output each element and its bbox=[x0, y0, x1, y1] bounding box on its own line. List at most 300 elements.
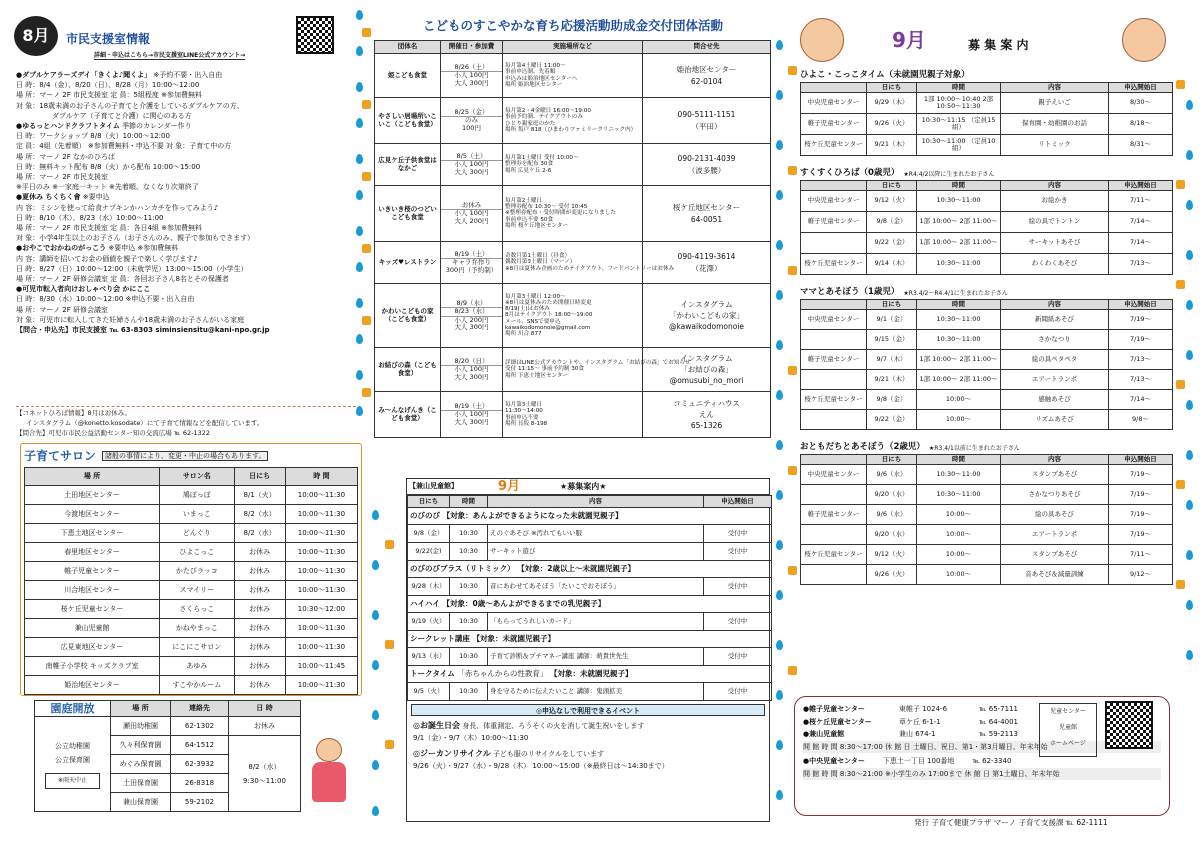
salon-cell: 10:00～11:30 bbox=[285, 505, 357, 524]
water-drop-icon bbox=[356, 82, 363, 92]
kaneyama-cell: 10:30 bbox=[450, 578, 488, 596]
org-contact: インスタグラム 「お結びの森」 @omusubi_no_mori bbox=[643, 348, 771, 392]
schedule-cell: 10:00～ bbox=[917, 565, 1001, 585]
water-drop-icon bbox=[356, 262, 363, 272]
schedule-cell bbox=[801, 565, 867, 585]
water-drop-icon bbox=[372, 806, 379, 816]
water-drop-icon bbox=[776, 40, 783, 50]
garden-place: 兼山保育園 bbox=[111, 793, 171, 812]
org-name: かわいこどもの家（こども食堂） bbox=[375, 284, 441, 348]
garden-place: めぐみ保育園 bbox=[111, 755, 171, 774]
kaneyama-cell: 9/5（火） bbox=[408, 683, 450, 701]
kaneyama-group: ハイハイ 【対象：0歳～あんよができるまでの乳児親子】 bbox=[408, 596, 772, 613]
birthday-desc: 身長、体重測定、ろうそくの火を消して誕生祝いをします bbox=[462, 722, 645, 730]
water-drop-icon bbox=[356, 118, 363, 128]
org-info: 毎月第4土曜日 11:00～ 事前申込制、先着順 申込みは姫治地区センターへ 場所 姫治地区センター bbox=[503, 54, 643, 98]
salon-cell: 10:00～11:30 bbox=[285, 524, 357, 543]
schedule-cell: 8/31～ bbox=[1109, 135, 1173, 156]
salon-cell: いまっこ bbox=[160, 505, 234, 524]
schedule-cell: 9/8（金） bbox=[867, 212, 917, 233]
schedule-row bbox=[801, 233, 1173, 254]
schedule-cell: 9/6（水） bbox=[867, 465, 917, 485]
schedule-cell: 7/11～ bbox=[1109, 545, 1173, 565]
org-dates: 8/9（水） 8/23（水） 小人 200円 大人 300円 bbox=[441, 284, 503, 348]
water-drop-icon bbox=[776, 440, 783, 450]
garden-header: 場 所 bbox=[111, 701, 171, 717]
garden-datetime: 8/2（水） 9:30～11:00 bbox=[229, 736, 301, 812]
water-drop-icon bbox=[372, 560, 379, 570]
schedule-row bbox=[801, 212, 1173, 233]
schedule-cell: 9/12（火） bbox=[867, 191, 917, 212]
garden-place: 土田保育園 bbox=[111, 774, 171, 793]
schedule-cell: 1部 10:00～ 2部 11:00～ bbox=[917, 350, 1001, 370]
salon-cell: 8/2（水） bbox=[234, 505, 285, 524]
kaneyama-group: のびのびプラス（リトミック） 【対象：2歳以上～未就園児親子】 bbox=[408, 561, 772, 578]
org-contact: 姫治地区センター 62-0104 bbox=[643, 54, 771, 98]
schedule-row bbox=[801, 525, 1173, 545]
org-dates: 8/5（土） 小人 100円 大人 300円 bbox=[441, 144, 503, 186]
schedule-cell: 10:30～11:00 （定員10組） bbox=[917, 135, 1001, 156]
org-info: 毎月第2土曜日 整理券配布 10:30～ 受付 10:45 ※整理券配布・受付時間が変更になりました 事前申込不要 50食 場所 桜ケ丘地区センター bbox=[503, 186, 643, 242]
recycle-date: 9/26（火）・9/27（水）・9/28（木） 10:00～15:00（※最終日は～14:30まで） bbox=[413, 762, 669, 770]
org-row bbox=[375, 242, 771, 284]
salon-cell: 今渡地区センター bbox=[25, 505, 160, 524]
open-hours-2: 開 館 時 間 8:30～21:00 ※小学生のみ 17:00まで 休 館 日 第1土曜日、年末年始 bbox=[803, 768, 1161, 781]
org-contact: 090-2131-4039 （波多腰） bbox=[643, 144, 771, 186]
schedule-row bbox=[801, 310, 1173, 330]
schedule-cell: 帷子児童センター bbox=[801, 212, 867, 233]
water-drop-icon bbox=[776, 640, 783, 650]
kaneyama-month: 9月 bbox=[498, 478, 521, 494]
flower-icon bbox=[362, 316, 371, 325]
salon-cell: どんぐり bbox=[160, 524, 234, 543]
salon-section bbox=[20, 443, 362, 696]
salon-cell: 兼山児童館 bbox=[25, 619, 160, 638]
water-drop-icon bbox=[372, 760, 379, 770]
org-info: 毎月第2・4金曜日 16:00～19:00 事前予約制、テイクアウトのみ ひとり親家庭のかた 場所 坂戸 818（ひまわりファミリークリニック内） bbox=[503, 98, 643, 144]
flower-icon bbox=[385, 740, 394, 749]
salon-cell: 8/2（水） bbox=[234, 524, 285, 543]
org-dates: 8/25（金） のみ 100円 bbox=[441, 98, 503, 144]
garden-title: 園庭開放 bbox=[35, 701, 111, 717]
kaneyama-cell: 9/19（火） bbox=[408, 613, 450, 631]
salon-cell: にこにこサロン bbox=[160, 638, 234, 657]
month-badge-august: 8月 bbox=[14, 16, 58, 56]
schedule-cell: 絵の具ペタペタ bbox=[1001, 350, 1109, 370]
open-hours-1: 開 館 時 間 8:30～17:00 休 館 日 土曜日、祝日、第1・第3月曜日、年末年始 bbox=[803, 741, 1161, 754]
kaneyama-row bbox=[408, 578, 772, 596]
org-row bbox=[375, 186, 771, 242]
schedule-cell: 7/13～ bbox=[1109, 370, 1173, 390]
salon-header: 場 所 bbox=[25, 468, 160, 486]
schedule-cell: 9/12（火） bbox=[867, 545, 917, 565]
schedule-cell: 1部 10:00～10:40 2部 10:50～11:30 bbox=[917, 93, 1001, 114]
schedule-cell: エアートランポ bbox=[1001, 525, 1109, 545]
garden-row bbox=[35, 717, 301, 736]
kaneyama-cell: 9/13（水） bbox=[408, 648, 450, 666]
schedule-cell: 9/6（水） bbox=[867, 505, 917, 525]
water-drop-icon bbox=[1186, 650, 1193, 660]
salon-title: 子育てサロン bbox=[24, 448, 97, 463]
kaneyama-cell: えのぐあそび ※汚れてもいい服 bbox=[488, 525, 704, 543]
kaneyama-title: 【兼山児童館】 bbox=[409, 482, 458, 491]
water-drop-icon bbox=[776, 540, 783, 550]
org-header: 団体名 bbox=[375, 41, 441, 54]
qr-code-icon bbox=[1105, 701, 1153, 749]
water-drop-icon bbox=[776, 240, 783, 250]
schedule-row bbox=[801, 370, 1173, 390]
kaneyama-cell: 受付中 bbox=[704, 543, 772, 561]
kaneyama-row bbox=[408, 543, 772, 561]
water-drop-icon bbox=[1186, 500, 1193, 510]
org-dates: お休み 小人 100円 大人 200円 bbox=[441, 186, 503, 242]
garden-phone: 64-1512 bbox=[171, 736, 229, 755]
salon-cell: 桜ケ丘児童センター bbox=[25, 600, 160, 619]
org-row bbox=[375, 98, 771, 144]
kaneyama-cell: 10:30 bbox=[450, 525, 488, 543]
schedule-cell: 9/8（金） bbox=[867, 390, 917, 410]
right-month: 9月 bbox=[892, 28, 926, 52]
kaneyama-cell: サーキット遊び bbox=[488, 543, 704, 561]
garden-phone: 62-1302 bbox=[171, 717, 229, 736]
water-drop-icon bbox=[776, 340, 783, 350]
flower-icon bbox=[362, 28, 371, 37]
garden-phone: 59-2102 bbox=[171, 793, 229, 812]
water-drop-icon bbox=[356, 154, 363, 164]
schedule-cell: 7/19～ bbox=[1109, 310, 1173, 330]
konetto-box: 【コネットひろば情報】8月はお休み。 インスタグラム（@konetto.kosodate）にて子育て情報などを配信しています。 【問合先】可児市市民公益活動センター知の交流広場 ℡ 62-1322 bbox=[16, 406, 356, 442]
schedule-cell: リズムあそび bbox=[1001, 410, 1109, 430]
right-sections: ひよこ・こっこタイム（未就園児親子対象） 日にち 時間 内容 申込開始日 中央児童センター 9/29（木） 1部 10:00～10:40 2部 10:50～11:30 親子えいご 8/30～ 帷子児童センター 9/26（火） 10:30～11:15 （定員15組） 保育園・幼稚園のお話 8/18～ 桜ケ丘児童センター 9/21（木） 10:30～11:00 （定員10組） リトミック 8/31～ すくすくひろば（0歳児） ★R4.4/2以降に生まれたお子さん 日にち 時間 内容 申込開始日 中央児童センター 9/12（火） 10:30～11:00 お絵かき 7/11～ 帷子児童センター 9/8（金） 1部 10:00～ 2部 11:00～ 絵の具でトントン 7/14～ 9/22（金） 1部 10:00～ 2部 11:00～ サーキットあそび 7/14～ 桜ケ丘児童センター 9/14（木） 10:30～11:00 わくわくあそび 7/13～ ママとあそぼう（1歳児） ★R3.4/2～R4.4/1に生まれたお子さん 日にち 時間 内容 申込開始日 中央児童センター 9/1（金） 10:30～11:00 新聞紙あそび 7/19～ 9/15（金） 10:30～11:00 さかなつり 7/19～ 帷子児童センター 9/7（木） 1部 10:00～ 2部 11:00～ 絵の具ペタペタ 7/13～ 9/21（木） 1部 10:00～ 2部 11:00～ エアートランポ 7/13～ 桜ケ丘児童センター 9/8（金） 10:00～ 感触あそび 7/14～ 9/22（金） 10:00～ リズムあそび 9/8～ おともだちとあそぼう（2歳児） ★R3.4/1以前に生まれたお子さん 日にち 時間 内容 申込開始日 中央児童センター 9/6（水） 10:30～11:00 スタンプあそび 7/19～ 9/20（水） 10:30～11:00 さかなつりあそび 7/19～ 帷子児童センター 9/6（水） 10:00～ 絵の具あそび 7/19～ 9/20（水） 10:00～ エアートランポ 7/19～ 桜ケ丘児童センター 9/12（火） 10:00～ スタンプあそび 7/11～ 9/26（火） 10:00～ 音あそび＆減量訓練 9/12～ bbox=[800, 70, 1172, 585]
schedule-row bbox=[801, 350, 1173, 370]
s4-title: おともだちとあそぼう（2歳児） bbox=[800, 441, 925, 452]
schedule-cell: 9/8～ bbox=[1109, 410, 1173, 430]
flower-icon bbox=[788, 366, 797, 375]
kaneyama-group: のびのび 【対象：あんよができるようになった未就園児親子】 bbox=[408, 508, 772, 525]
schedule-cell: 中央児童センター bbox=[801, 310, 867, 330]
water-drop-icon bbox=[356, 10, 363, 20]
kaneyama-cell: 9/8（金） bbox=[408, 525, 450, 543]
homepage-box: 児童センター 児童館 ホームページ bbox=[1039, 703, 1097, 757]
schedule-cell: 9/14（木） bbox=[867, 254, 917, 275]
schedule-cell: 親子えいご bbox=[1001, 93, 1109, 114]
salon-cell: 8/1（火） bbox=[234, 486, 285, 505]
schedule-cell: 10:30～11:00 bbox=[917, 465, 1001, 485]
kaneyama-cell: 10:30 bbox=[450, 543, 488, 561]
org-contact: 090-4119-3614 （花澤） bbox=[643, 242, 771, 284]
schedule-cell: 9/20（水） bbox=[867, 525, 917, 545]
flower-icon bbox=[362, 100, 371, 109]
mother-child-illustration bbox=[304, 738, 354, 808]
schedule-row bbox=[801, 465, 1173, 485]
kaneyama-cell: 9/28（木） bbox=[408, 578, 450, 596]
salon-row bbox=[25, 638, 358, 657]
salon-cell: 10:00～11:30 bbox=[285, 486, 357, 505]
org-name: やさしい居場所いこいこ（こども食堂） bbox=[375, 98, 441, 144]
salon-row bbox=[25, 543, 358, 562]
civic-support-title: 市民支援室情報 bbox=[66, 32, 151, 46]
org-row bbox=[375, 144, 771, 186]
kaneyama-cell: 受付中 bbox=[704, 648, 772, 666]
kaneyama-header: 内容 bbox=[488, 496, 704, 508]
flower-icon bbox=[1176, 180, 1185, 189]
kaneyama-row bbox=[408, 525, 772, 543]
kid-illustration-left bbox=[800, 18, 844, 62]
schedule-cell: 1部 10:00～ 2部 11:00～ bbox=[917, 233, 1001, 254]
water-drop-icon bbox=[1186, 300, 1193, 310]
flower-icon bbox=[788, 66, 797, 75]
salon-cell: 10:00～11:30 bbox=[285, 619, 357, 638]
salon-cell: 姫治地区センター bbox=[25, 676, 160, 695]
schedule-cell: 9/29（木） bbox=[867, 93, 917, 114]
schedule-row bbox=[801, 485, 1173, 505]
kaneyama-sub: ★募集案内★ bbox=[560, 481, 607, 491]
schedule-cell: 10:00～ bbox=[917, 410, 1001, 430]
flower-icon bbox=[788, 266, 797, 275]
kaneyama-section bbox=[406, 478, 770, 822]
schedule-cell: 9/15（金） bbox=[867, 330, 917, 350]
salon-header: 時 間 bbox=[285, 468, 357, 486]
salon-header: 日にち bbox=[234, 468, 285, 486]
kaneyama-cell: 10:30 bbox=[450, 648, 488, 666]
kaneyama-group: トークタイム 「赤ちゃんからの性教育」 【対象：未就園児親子】 bbox=[408, 666, 772, 683]
flower-icon bbox=[788, 666, 797, 675]
flower-icon bbox=[1176, 580, 1185, 589]
org-info: 詳細はLINE公式アカウントや、インスタグラム「お結びの森」でお知らせ 受付 11:15～ 事前予約制 30食 場所 下恵土地区センター bbox=[503, 348, 643, 392]
org-name: キッズ♥レストラン bbox=[375, 242, 441, 284]
flower-icon bbox=[362, 388, 371, 397]
schedule-cell: 音あそび＆減量訓練 bbox=[1001, 565, 1109, 585]
schedule-cell: 8/30～ bbox=[1109, 93, 1173, 114]
schedule-cell: 9/21（木） bbox=[867, 135, 917, 156]
salon-cell: 10:00～11:30 bbox=[285, 581, 357, 600]
schedule-cell: 9/21（木） bbox=[867, 370, 917, 390]
schedule-cell: 7/19～ bbox=[1109, 485, 1173, 505]
flower-icon bbox=[1176, 480, 1185, 489]
schedule-cell: 桜ケ丘児童センター bbox=[801, 390, 867, 410]
schedule-cell: リトミック bbox=[1001, 135, 1109, 156]
schedule-cell: 桜ケ丘児童センター bbox=[801, 135, 867, 156]
center-info-row: ●兼山児童館 兼山 674-1 ℡ 59-2113 bbox=[803, 730, 1018, 738]
schedule-cell bbox=[801, 525, 867, 545]
salon-row bbox=[25, 676, 358, 695]
salon-cell: 川合地区センター bbox=[25, 581, 160, 600]
schedule-row bbox=[801, 545, 1173, 565]
schedule-cell: さかなつりあそび bbox=[1001, 485, 1109, 505]
schedule-cell bbox=[801, 233, 867, 254]
salon-row bbox=[25, 657, 358, 676]
free-events-banner: ◎申込なしで利用できるイベント bbox=[411, 704, 765, 716]
salon-note: 諸般の事情により、変更・中止の場合もあります。 bbox=[102, 451, 268, 461]
schedule-cell: さかなつり bbox=[1001, 330, 1109, 350]
salon-cell: 鳩ぽっぽ bbox=[160, 486, 234, 505]
salon-cell: お休み bbox=[234, 581, 285, 600]
schedule-cell: 1部 10:00～ 2部 11:00～ bbox=[917, 370, 1001, 390]
s2-note: ★R4.4/2以降に生まれたお子さん bbox=[903, 170, 995, 178]
salon-header: サロン名 bbox=[160, 468, 234, 486]
water-drop-icon bbox=[776, 690, 783, 700]
garden-place: 瀬田幼稚園 bbox=[111, 717, 171, 736]
schedule-cell: 桜ケ丘児童センター bbox=[801, 545, 867, 565]
water-drop-icon bbox=[776, 490, 783, 500]
water-drop-icon bbox=[356, 334, 363, 344]
water-drop-icon bbox=[356, 406, 363, 416]
left-column bbox=[14, 14, 362, 437]
kaneyama-cell: 身を守るために伝えたいこと 講師：鬼頭拡美 bbox=[488, 683, 704, 701]
recycle-desc: 子ども服のリサイクルをしています bbox=[492, 750, 604, 758]
salon-cell: 土田地区センター bbox=[25, 486, 160, 505]
garden-phone: 62-3932 bbox=[171, 755, 229, 774]
schedule-cell: 9/22（金） bbox=[867, 233, 917, 254]
schedule-row bbox=[801, 330, 1173, 350]
salon-cell: お休み bbox=[234, 638, 285, 657]
salon-cell: お休み bbox=[234, 657, 285, 676]
org-contact: コミュニティハウス えん 65-1326 bbox=[643, 392, 771, 438]
salon-cell: 10:00～11:30 bbox=[285, 676, 357, 695]
kaneyama-cell: 子育て診断＆プチマネー講座 講師：萌貴世先生 bbox=[488, 648, 704, 666]
schedule-row bbox=[801, 191, 1173, 212]
schedule-cell: 保育園・幼稚園のお話 bbox=[1001, 114, 1109, 135]
schedule-cell: 7/19～ bbox=[1109, 505, 1173, 525]
salon-cell: お休み bbox=[234, 600, 285, 619]
schedule-cell: 9/26（火） bbox=[867, 114, 917, 135]
water-drop-icon bbox=[1186, 350, 1193, 360]
schedule-cell: 7/14～ bbox=[1109, 233, 1173, 254]
salon-cell: 10:30～12:00 bbox=[285, 600, 357, 619]
schedule-row bbox=[801, 505, 1173, 525]
water-drop-icon bbox=[372, 610, 379, 620]
schedule-row bbox=[801, 114, 1173, 135]
schedule-cell: 8/18～ bbox=[1109, 114, 1173, 135]
qr-code-icon bbox=[296, 16, 334, 54]
kaneyama-cell: 10:30 bbox=[450, 613, 488, 631]
org-info: 毎月第3土曜日 12:00～ ※8月は夏休みのため開催日時変更 8/19(土)はお休み 8月はテイクアウト 18:00～19:00 メール、SNSで要申込 kawaikodomonoie@gmail.com 場所 川合 877 bbox=[503, 284, 643, 348]
center-info-box bbox=[794, 696, 1170, 816]
flower-icon bbox=[788, 566, 797, 575]
water-drop-icon bbox=[1186, 400, 1193, 410]
water-drop-icon bbox=[776, 140, 783, 150]
water-drop-icon bbox=[1186, 150, 1193, 160]
org-name: いきいき桜のつどいこども食堂 bbox=[375, 186, 441, 242]
schedule-cell: 7/14～ bbox=[1109, 212, 1173, 233]
kaneyama-cell: 受付中 bbox=[704, 683, 772, 701]
salon-cell: すこやかルーム bbox=[160, 676, 234, 695]
birthday-date: 9/1（金）・9/7（木）10:00～11:30 bbox=[413, 734, 529, 742]
water-drop-icon bbox=[1186, 250, 1193, 260]
schedule-cell: 9/12～ bbox=[1109, 565, 1173, 585]
salon-cell: 広見東地区センター bbox=[25, 638, 160, 657]
salon-table bbox=[24, 467, 358, 695]
garden-section bbox=[34, 700, 300, 820]
flower-icon bbox=[1176, 80, 1185, 89]
schedule-cell: 7/19～ bbox=[1109, 525, 1173, 545]
garden-phone: 26-8318 bbox=[171, 774, 229, 793]
schedule-cell: 10:00～ bbox=[917, 390, 1001, 410]
salon-cell: お休み bbox=[234, 676, 285, 695]
org-dates: 8/20（日） 小人 100円 大人 300円 bbox=[441, 348, 503, 392]
salon-cell: 南帷子小学校 キッズクラブ室 bbox=[25, 657, 160, 676]
kaneyama-header: 時間 bbox=[450, 496, 488, 508]
s3-note: ★R3.4/2～R4.4/1に生まれたお子さん bbox=[903, 289, 1008, 297]
org-name: 姫こども食堂 bbox=[375, 54, 441, 98]
org-dates: 8/26（土） 小人 100円 大人 300円 bbox=[441, 54, 503, 98]
s4-note: ★R3.4/1以前に生まれたお子さん bbox=[928, 444, 1020, 452]
salon-cell: かねやまっこ bbox=[160, 619, 234, 638]
schedule-row bbox=[801, 565, 1173, 585]
water-drop-icon bbox=[776, 190, 783, 200]
water-drop-icon bbox=[1186, 600, 1193, 610]
water-drop-icon bbox=[1186, 550, 1193, 560]
center-info-row: ●帷子児童センター 東帷子 1024-6 ℡ 65-7111 bbox=[803, 705, 1018, 713]
flower-icon bbox=[788, 466, 797, 475]
salon-row bbox=[25, 619, 358, 638]
org-row bbox=[375, 284, 771, 348]
schedule-cell: 帷子児童センター bbox=[801, 114, 867, 135]
schedule-cell: 感触あそび bbox=[1001, 390, 1109, 410]
schedule-cell: 10:00～ bbox=[917, 545, 1001, 565]
schedule-cell: 7/13～ bbox=[1109, 350, 1173, 370]
kaneyama-cell: 10:30 bbox=[450, 683, 488, 701]
schedule-row bbox=[801, 254, 1173, 275]
schedule-cell: 10:30～11:15 （定員15組） bbox=[917, 114, 1001, 135]
salon-cell: お休み bbox=[234, 543, 285, 562]
flower-icon bbox=[1176, 380, 1185, 389]
kaneyama-cell: 「もらってうれしいカード」 bbox=[488, 613, 704, 631]
salon-cell: さくらっこ bbox=[160, 600, 234, 619]
salon-row bbox=[25, 562, 358, 581]
flower-icon bbox=[1176, 280, 1185, 289]
line-note: 詳細・申込はこちら→市民支援室LINE公式アカウント→ bbox=[94, 52, 246, 59]
kaneyama-row bbox=[408, 613, 772, 631]
org-header: 実施場所など bbox=[503, 41, 643, 54]
schedule-row bbox=[801, 410, 1173, 430]
water-drop-icon bbox=[372, 510, 379, 520]
water-drop-icon bbox=[372, 710, 379, 720]
schedule-cell: 10:30～11:00 bbox=[917, 191, 1001, 212]
salon-row bbox=[25, 524, 358, 543]
schedule-cell: 9/7（木） bbox=[867, 350, 917, 370]
org-header: 開催日・参加費 bbox=[441, 41, 503, 54]
kaneyama-cell: 受付中 bbox=[704, 613, 772, 631]
water-drop-icon bbox=[356, 370, 363, 380]
flower-icon bbox=[788, 166, 797, 175]
org-name: 広見ケ丘子供食堂はなかご bbox=[375, 144, 441, 186]
schedule-row bbox=[801, 390, 1173, 410]
schedule-cell: 9/22（金） bbox=[867, 410, 917, 430]
salon-cell: ひよこっこ bbox=[160, 543, 234, 562]
schedule-cell: 中央児童センター bbox=[801, 191, 867, 212]
org-name: み～んなげんき（こども食堂） bbox=[375, 392, 441, 438]
schedule-cell: 9/1（金） bbox=[867, 310, 917, 330]
schedule-cell: 9/20（水） bbox=[867, 485, 917, 505]
schedule-cell: 7/19～ bbox=[1109, 465, 1173, 485]
water-drop-icon bbox=[776, 590, 783, 600]
schedule-cell: 絵の具あそび bbox=[1001, 505, 1109, 525]
garden-off: お休み bbox=[229, 717, 301, 736]
org-contact: インスタグラム 「かわいこどもの家」 @kawaikodomonoie bbox=[643, 284, 771, 348]
water-drop-icon bbox=[776, 90, 783, 100]
schedule-cell: スタンプあそび bbox=[1001, 545, 1109, 565]
schedule-cell: お絵かき bbox=[1001, 191, 1109, 212]
water-drop-icon bbox=[356, 226, 363, 236]
mid-title: こどものすこやかな育ち応援活動助成金交付団体活動 bbox=[422, 18, 723, 33]
garden-header: 連絡先 bbox=[171, 701, 229, 717]
schedule-cell: 7/19～ bbox=[1109, 330, 1173, 350]
schedule-cell bbox=[801, 410, 867, 430]
central-name: ●中央児童センター bbox=[803, 757, 865, 765]
salon-cell: 10:00～11:30 bbox=[285, 638, 357, 657]
kaneyama-cell: 音にあわせてあそぼう「たいこでおそぼう」 bbox=[488, 578, 704, 596]
